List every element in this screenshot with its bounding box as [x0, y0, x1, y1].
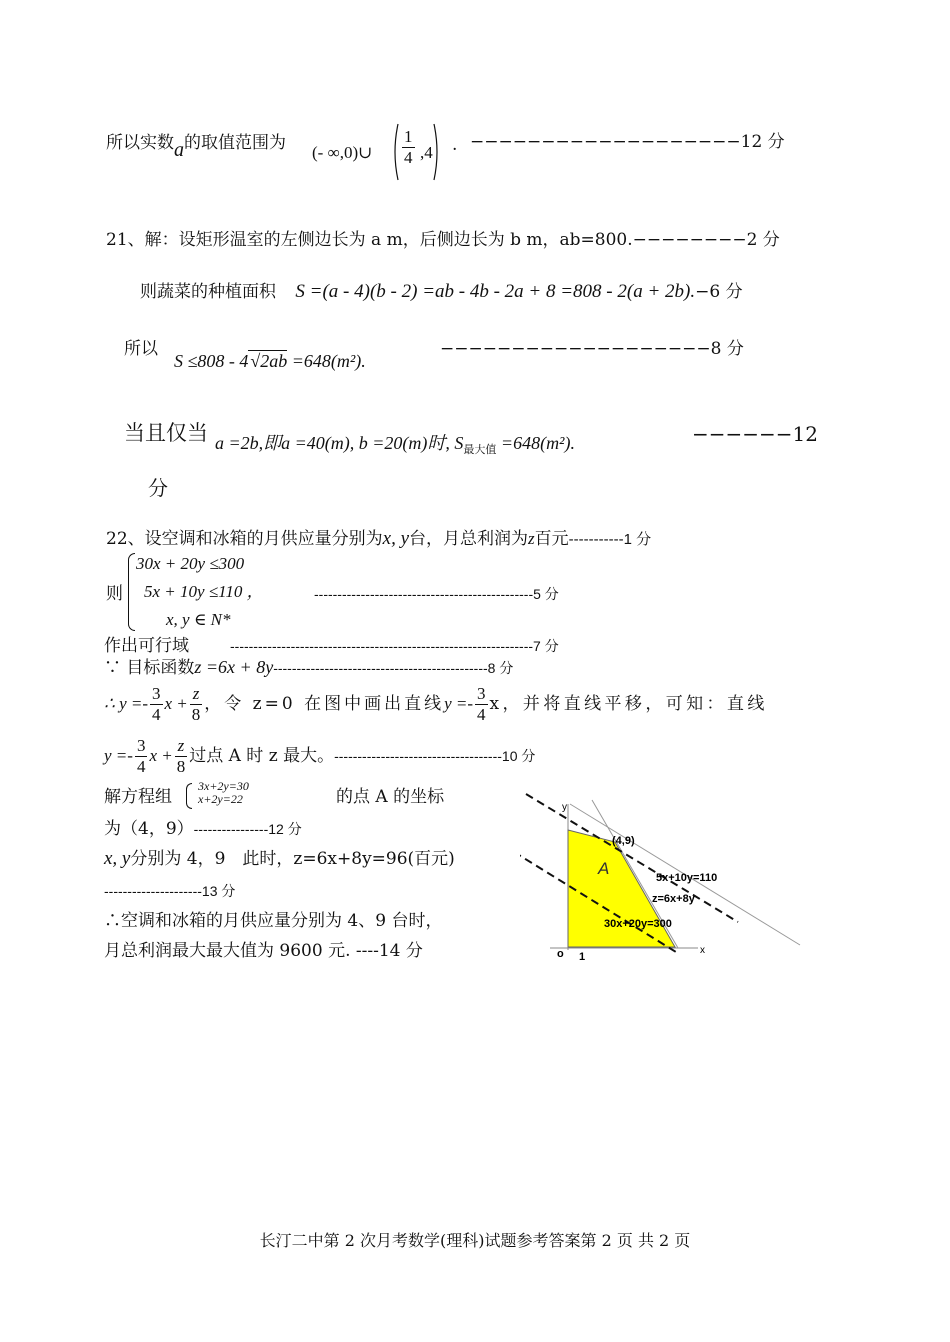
p22-point-line [104, 818, 302, 840]
p21-line3-score: −−−−−−−−−−−−−−−−−−−8 分 [440, 339, 744, 359]
p22-feasible-score: -----------------------------------------------------------------7 分 [230, 638, 559, 654]
p22-objective-score: ----------------------------------------------8 分 [273, 660, 514, 676]
p20-frac-den: 4 [404, 148, 413, 167]
p22-solve-eq1: 3x+2y=30 [198, 779, 249, 793]
p22-line6 [104, 734, 535, 778]
p21-line4-score: −−−−−−12 [692, 422, 818, 446]
p21-line3-label: 所以 [124, 339, 158, 359]
p21-line4-label: 当且仅当 [124, 421, 208, 445]
p22-line5-d: y =- [444, 694, 474, 713]
p22-sys2: 5x + 10y ≤110 ， [144, 582, 264, 601]
p21-line4-fen: 分 [148, 476, 168, 500]
p22-system-prefix: 则 [106, 584, 123, 604]
p22-line5 [104, 682, 768, 726]
p22-solve-brace [186, 783, 192, 809]
p21-line4-formula-b: =648(m²). [500, 433, 575, 453]
p20-prefix: 所以实数 [106, 133, 174, 153]
tick-1-label: 1 [579, 951, 586, 963]
p22-line6-b: x + [149, 746, 173, 765]
p20-interval2-end: ,4 [420, 143, 433, 162]
p22-line6-frac1: $\frac{3}{4}$ [136, 736, 146, 776]
p22-solve-a: 解方程组 [104, 787, 172, 807]
p22-values-score: ---------------------13 分 [104, 883, 236, 899]
p21-line2-formula: S =(a - 4)(b - 2) =ab - 4b - 2a + 8 =808 - 2(a + 2b). [295, 281, 696, 302]
p22-line5-frac3: $\frac{3}{4}$ [477, 684, 486, 724]
p22-line1-b: 台，月总利润为 [409, 529, 529, 549]
p22-solve-b: 的点 A 的坐标 [336, 787, 445, 807]
p20-frac-num: 1 [404, 127, 413, 146]
p21-line2 [140, 281, 743, 303]
p22-conclusion1: ∴空调和冰箱的月供应量分别为 4、9 台时， [104, 911, 443, 931]
p21-line2-score: −6 分 [695, 282, 743, 302]
p20-line [106, 131, 286, 161]
p20-dot: . [452, 135, 458, 155]
p22-solve-eq2: x+2y=22 [198, 792, 243, 806]
p21-line2-label: 则蔬菜的种植面积 [140, 282, 276, 302]
p20-score: −−−−−−−−−−−−−−−−−−−12 分 [470, 132, 785, 152]
p22-values-vars: x, y [104, 848, 131, 869]
p22-line5-frac2: $\frac{z}{8}$ [191, 684, 201, 724]
p20-interval1: (- ∞,0)∪ [312, 143, 373, 162]
p22-line6-score: ------------------------------------10 分 [334, 748, 536, 764]
region-label: A [598, 859, 610, 878]
p22-objective-formula: z =6x + 8y [194, 657, 274, 677]
origin-label: o [557, 948, 564, 960]
p22-objective-a: ∵ 目标函数 [104, 658, 195, 678]
p22-line5-frac1: $\frac{3}{4}$ [152, 684, 161, 724]
p22-values-line [104, 848, 455, 870]
p22-feasible: 作出可行域 [104, 636, 189, 656]
p22-line1-vars: x, y [382, 528, 410, 549]
point-label: (4,9) [612, 835, 635, 847]
p21-line4-formula-a: a =2b,即a =40(m), b =20(m)时, S [215, 433, 464, 453]
p22-sys1: 30x + 20y ≤300 [136, 554, 245, 573]
page-footer: 长汀二中第 2 次月考数学(理科)试题参考答案第 2 页 共 2 页 [259, 1231, 691, 1250]
axis-y-label: y [562, 802, 567, 813]
p21-line1 [106, 229, 780, 251]
p21-line4-sub: 最大值 [463, 444, 497, 456]
axis-x-label: x [700, 945, 705, 956]
p22-line6-a: y =- [104, 746, 133, 765]
p21-line1-score: −−−−−−−−2 分 [632, 230, 780, 250]
p20-mid: 的取值范围为 [184, 133, 286, 153]
p21-line3-formula-a: S ≤808 - 4 [174, 351, 249, 371]
p21-line3-sqrt: √2ab [250, 351, 288, 371]
p22-point-score: ----------------12 分 [193, 821, 302, 837]
p21-line3-formula [174, 350, 366, 372]
p22-line1-a: 22、设空调和冰箱的月供应量分别为 [106, 529, 383, 549]
p22-objective [104, 656, 513, 679]
p21-line3-formula-b: =648(m²). [291, 351, 366, 371]
feasible-region-figure [520, 780, 810, 970]
p22-line5-c: ，令 z=0 在图中画出直线 [204, 694, 445, 714]
p22-line6-frac2: $\frac{z}{8}$ [176, 736, 186, 776]
p20-var-a: a [174, 139, 184, 161]
p22-line1 [106, 528, 651, 551]
p22-point: 为（4，9） [104, 819, 194, 839]
p22-line6-c: 过点 A 时 z 最大。 [189, 746, 335, 766]
p22-sys3: x, y ∈ N* [166, 610, 231, 629]
p22-line5-a: ∴ y =- [104, 694, 148, 713]
p22-line1-c: 百元 [534, 529, 569, 549]
label-5x10y: 5x+10y=110 [656, 872, 718, 884]
p20-fraction [402, 127, 415, 168]
p21-line1-text: 21、解：设矩形温室的左侧边长为 a m，后侧边长为 b m，ab=800. [106, 230, 633, 250]
p22-line5-b: x + [164, 694, 188, 713]
p22-line5-e: x，并将直线平移，可知：直线 [489, 694, 768, 714]
p22-line1-z: z [528, 529, 535, 548]
label-30x20y: 30x+20y=300 [604, 918, 672, 930]
p22-sys-score: -----------------------------------------------5 分 [314, 586, 559, 602]
p22-conclusion2: 月总利润最大最大值为 9600 元. ----14 分 [104, 941, 423, 961]
p22-system-brace [128, 553, 135, 631]
p21-line4-formula [215, 432, 575, 457]
p22-line1-score: -----------1 分 [568, 531, 652, 548]
p22-values: 分别为 4，9 此时，z=6x+8y=96(百元) [130, 849, 455, 869]
label-objective: z=6x+8y [652, 893, 695, 905]
